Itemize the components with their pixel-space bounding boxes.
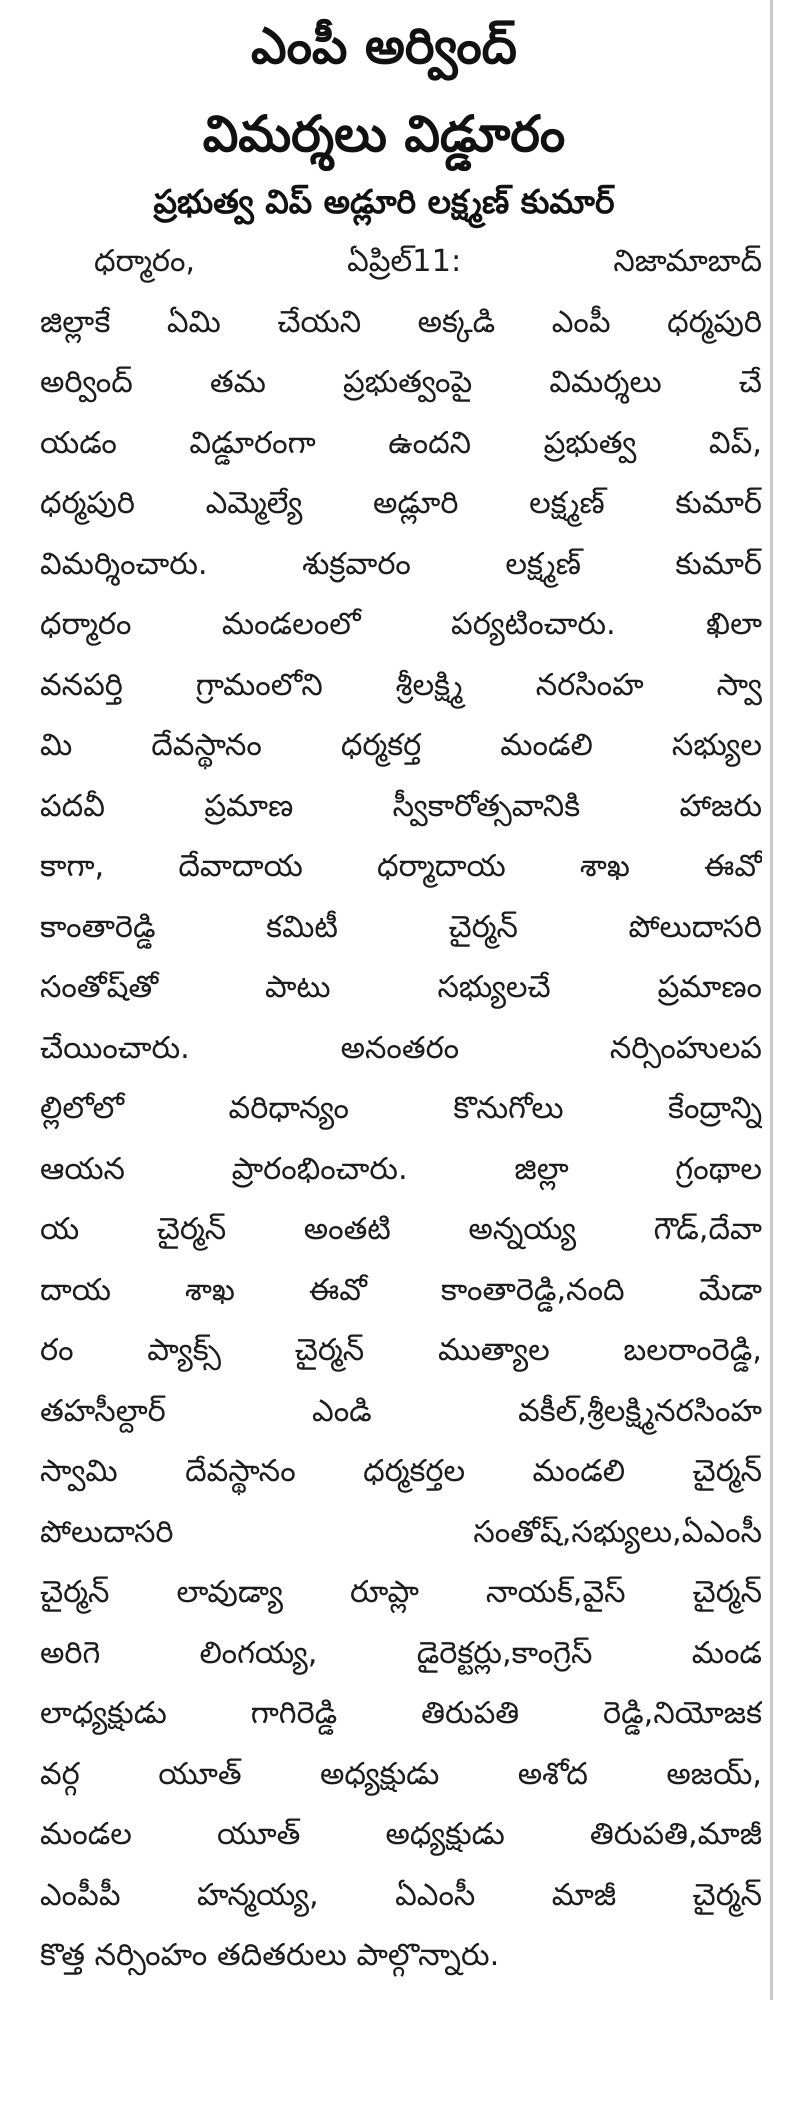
- body-line: ఆయన ప్రారంభించారు. జిల్లా గ్రంథాల: [40, 1151, 762, 1187]
- body-line: చేయించారు. అనంతరం నర్సింహులప: [40, 1030, 762, 1066]
- body-line: కాగా, దేవాదాయ ధర్మాదాయ శాఖ ఈవో: [40, 849, 762, 884]
- body-line: సంతోష్‌తో పాటు సభ్యులచే ప్రమాణం: [40, 970, 762, 1005]
- body-line: స్వామి దేవస్థానం ధర్మకర్తల మండలి చైర్మన్: [40, 1454, 762, 1489]
- body-line: కొత్త నర్సింహం తదితరులు పాల్గొన్నారు.: [40, 1938, 500, 1973]
- subheadline: ప్రభుత్వ విప్ అడ్లూరి లక్ష్మణ్ కుమార్: [153, 182, 615, 221]
- article-body: [40, 232, 762, 1987]
- body-line: దాయ శాఖ ఈవో కాంతారెడ్డి,నంది మేడా: [40, 1272, 762, 1308]
- body-line: లాధ్యక్షుడు గాగిరెడ్డి తిరుపతి రెడ్డి,నియోజక: [40, 1696, 762, 1731]
- body-line: ఎంపీపీ హన్మయ్య, ఏఎంసీ మాజీ చైర్మన్: [40, 1877, 762, 1913]
- body-line: అరిగె లింగయ్య, డైరెక్టర్లు,కాంగ్రెస్ మండ: [40, 1635, 762, 1671]
- body-line: మండల యూత్ అధ్యక్షుడు తిరుపతి,మాజీ: [40, 1817, 762, 1852]
- body-line: చైర్మన్ లావుడ్యా రూప్లా నాయక్,వైస్ చైర్మన్: [40, 1575, 762, 1610]
- body-line: ల్లిలోలో వరిధాన్యం కొనుగోలు కేంద్రాన్ని: [40, 1091, 762, 1126]
- body-line: మి దేవస్థానం ధర్మకర్త మండలి సభ్యుల: [40, 728, 762, 763]
- body-line: పోలుదాసరి సంతోష్,సభ్యులు,ఏఎంసీ: [40, 1514, 762, 1550]
- body-line: ధర్మారం, ఏప్రిల్11: నిజామాబాద్: [94, 244, 762, 279]
- body-line: రం ప్యాక్స్ చైర్మన్ ముత్యాల బలరాంరెడ్డి,: [40, 1333, 762, 1368]
- body-line: పదవీ ప్రమాణ స్వీకారోత్సవానికి హాజరు: [40, 788, 762, 824]
- column-divider: [770, 0, 773, 2000]
- body-line: తహసీల్దార్ ఎండి వకీల్,శ్రీలక్ష్మినరసింహ: [40, 1393, 762, 1429]
- headline-line-1: ఎంపీ అర్వింద్: [251, 17, 517, 75]
- body-line: వర్గ యూత్ అధ్యక్షుడు అశోద అజయ్,: [40, 1756, 762, 1792]
- headline-line-2: విమర్శలు విడ్డూరం: [202, 105, 566, 163]
- body-line: య చైర్మన్ అంతటి అన్నయ్య గౌడ్,దేవా: [40, 1212, 762, 1247]
- body-line: అర్వింద్ తమ ప్రభుత్వంపై విమర్శలు చే: [40, 365, 762, 400]
- body-line: ధర్మారం మండలంలో పర్యటించారు. ఖిలా: [40, 607, 762, 642]
- body-line: జిల్లాకే ఏమి చేయని అక్కడి ఎంపీ ధర్మపురి: [40, 304, 762, 340]
- body-line: విమర్శించారు. శుక్రవారం లక్ష్మణ్ కుమార్: [40, 546, 762, 582]
- body-line: ధర్మపురి ఎమ్మెల్యే అడ్లూరి లక్ష్మణ్ కుమార్: [40, 486, 762, 521]
- body-line: కాంతారెడ్డి కమిటీ చైర్మన్ పోలుదాసరి: [40, 909, 762, 945]
- body-line: వనపర్తి గ్రామంలోని శ్రీలక్ష్మి నరసింహ స్వా: [40, 667, 762, 703]
- body-line: యడం విడ్డూరంగా ఉందని ప్రభుత్వ విప్,: [40, 425, 762, 461]
